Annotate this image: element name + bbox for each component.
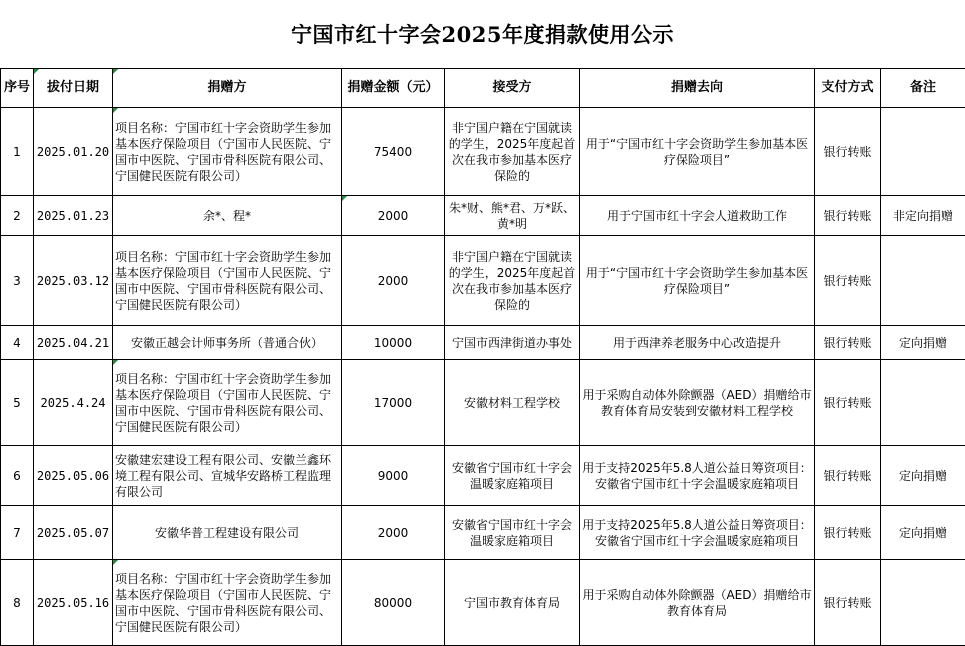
table-row	[1, 360, 965, 446]
cell-recipient: 宁国市教育体育局	[445, 560, 580, 646]
cell-donor: 安徽建宏建设工程有限公司、安徽兰鑫环境工程有限公司、宣城华安路桥工程监理有限公司	[113, 446, 342, 506]
cell-no: 6	[1, 446, 34, 506]
cell-date: 2025.05.16	[34, 560, 113, 646]
header-payment: 支付方式	[815, 69, 881, 108]
cell-payment: 银行转账	[815, 236, 881, 326]
cell-recipient: 朱*财、熊*君、万*跃、黄*明	[445, 196, 580, 236]
header-purpose: 捐赠去向	[580, 69, 815, 108]
cell-purpose: 用于采购自动体外除颤器（AED）捐赠给市教育体育局	[580, 560, 815, 646]
cell-no: 1	[1, 108, 34, 196]
cell-purpose: 用于“宁国市红十字会资助学生参加基本医疗保险项目”	[580, 236, 815, 326]
cell-no: 3	[1, 236, 34, 326]
cell-note: 定向捐赠	[881, 506, 965, 560]
header-donor: 捐赠方	[113, 69, 342, 108]
cell-date: 2025.01.20	[34, 108, 113, 196]
cell-amount: 10000	[342, 326, 445, 360]
cell-note	[881, 360, 965, 446]
header-recipient: 接受方	[445, 69, 580, 108]
cell-note	[881, 108, 965, 196]
header-amount: 捐赠金额（元）	[342, 69, 445, 108]
cell-date: 2025.4.24	[34, 360, 113, 446]
cell-recipient: 安徽省宁国市红十字会温暖家庭箱项目	[445, 506, 580, 560]
cell-amount: 9000	[342, 446, 445, 506]
cell-date: 2025.05.07	[34, 506, 113, 560]
cell-recipient: 安徽材料工程学校	[445, 360, 580, 446]
table-row	[1, 236, 965, 326]
cell-donor: 安徽正越会计师事务所（普通合伙）	[113, 326, 342, 360]
cell-donor: 余*、程*	[113, 196, 342, 236]
cell-date: 2025.05.06	[34, 446, 113, 506]
cell-no: 5	[1, 360, 34, 446]
cell-payment: 银行转账	[815, 506, 881, 560]
cell-purpose: 用于支持2025年5.8人道公益日筹资项目：安徽省宁国市红十字会温暖家庭箱项目	[580, 506, 815, 560]
header-row	[1, 69, 965, 108]
cell-donor: 项目名称：宁国市红十字会资助学生参加基本医疗保险项目（宁国市人民医院、宁国市中医院、宁国市骨科医院有限公司、宁国健民医院有限公司）	[113, 236, 342, 326]
cell-recipient: 非宁国户籍在宁国就读的学生，2025年度起首次在我市参加基本医疗保险的	[445, 108, 580, 196]
cell-note	[881, 560, 965, 646]
cell-payment: 银行转账	[815, 560, 881, 646]
cell-payment: 银行转账	[815, 196, 881, 236]
cell-no: 7	[1, 506, 34, 560]
cell-note	[881, 236, 965, 326]
table-row	[1, 108, 965, 196]
cell-donor: 项目名称：宁国市红十字会资助学生参加基本医疗保险项目（宁国市人民医院、宁国市中医院、宁国市骨科医院有限公司、宁国健民医院有限公司）	[113, 560, 342, 646]
cell-amount: 80000	[342, 560, 445, 646]
header-note: 备注	[881, 69, 965, 108]
cell-amount: 75400	[342, 108, 445, 196]
cell-payment: 银行转账	[815, 360, 881, 446]
table-row	[1, 560, 965, 646]
cell-recipient: 宁国市西津街道办事处	[445, 326, 580, 360]
cell-amount: 2000	[342, 506, 445, 560]
cell-amount: 2000	[342, 236, 445, 326]
cell-date: 2025.04.21	[34, 326, 113, 360]
table-row	[1, 326, 965, 360]
cell-date: 2025.03.12	[34, 236, 113, 326]
donation-table	[0, 68, 965, 646]
cell-no: 4	[1, 326, 34, 360]
cell-purpose: 用于采购自动体外除颤器（AED）捐赠给市教育体育局安装到安徽材料工程学校	[580, 360, 815, 446]
cell-payment: 银行转账	[815, 446, 881, 506]
cell-purpose: 用于支持2025年5.8人道公益日筹资项目：安徽省宁国市红十字会温暖家庭箱项目	[580, 446, 815, 506]
cell-donor: 项目名称：宁国市红十字会资助学生参加基本医疗保险项目（宁国市人民医院、宁国市中医院、宁国市骨科医院有限公司、宁国健民医院有限公司）	[113, 108, 342, 196]
cell-payment: 银行转账	[815, 108, 881, 196]
page-title: 宁国市红十字会2025年度捐款使用公示	[0, 0, 965, 68]
cell-note: 定向捐赠	[881, 326, 965, 360]
cell-payment: 银行转账	[815, 326, 881, 360]
cell-recipient: 非宁国户籍在宁国就读的学生，2025年度起首次在我市参加基本医疗保险的	[445, 236, 580, 326]
cell-no: 8	[1, 560, 34, 646]
table-row	[1, 196, 965, 236]
cell-date: 2025.01.23	[34, 196, 113, 236]
cell-recipient: 安徽省宁国市红十字会温暖家庭箱项目	[445, 446, 580, 506]
cell-donor: 安徽华普工程建设有限公司	[113, 506, 342, 560]
table-row	[1, 446, 965, 506]
cell-note: 定向捐赠	[881, 446, 965, 506]
cell-amount: 2000	[342, 196, 445, 236]
cell-purpose: 用于“宁国市红十字会资助学生参加基本医疗保险项目”	[580, 108, 815, 196]
cell-purpose: 用于西津养老服务中心改造提升	[580, 326, 815, 360]
cell-note: 非定向捐赠	[881, 196, 965, 236]
table-row	[1, 506, 965, 560]
cell-purpose: 用于宁国市红十字会人道救助工作	[580, 196, 815, 236]
cell-no: 2	[1, 196, 34, 236]
header-date: 拔付日期	[34, 69, 113, 108]
header-no: 序号	[1, 69, 34, 108]
cell-amount: 17000	[342, 360, 445, 446]
cell-donor: 项目名称：宁国市红十字会资助学生参加基本医疗保险项目（宁国市人民医院、宁国市中医院、宁国市骨科医院有限公司、宁国健民医院有限公司）	[113, 360, 342, 446]
